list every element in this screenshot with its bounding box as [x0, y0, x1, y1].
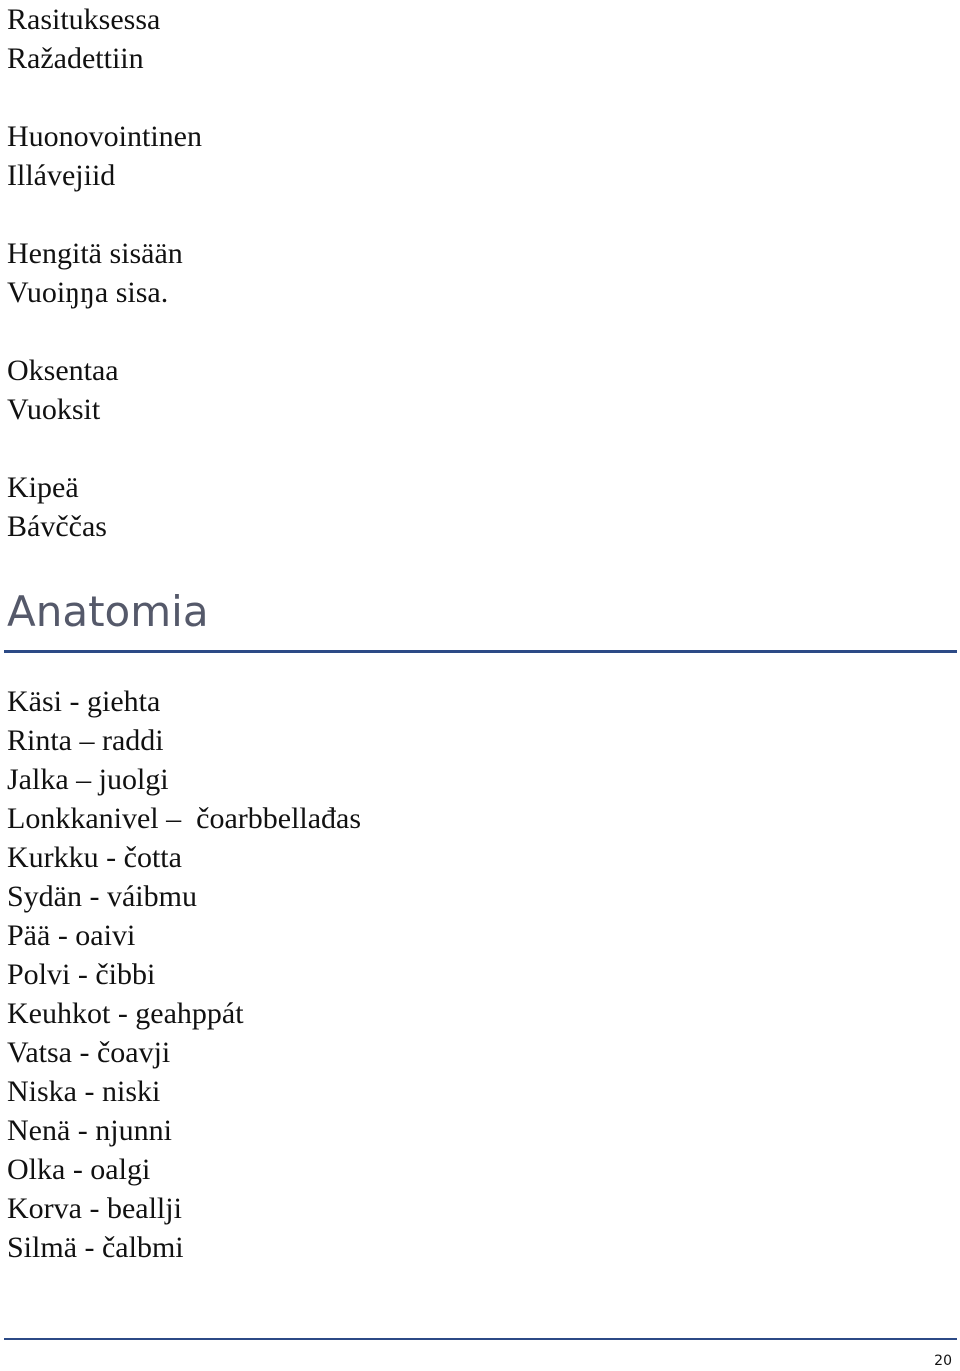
phrase-pair	[7, 234, 907, 312]
anatomy-item: Silmä - čalbmi	[7, 1231, 184, 1264]
phrase-finnish: Rasituksessa	[7, 3, 161, 36]
anatomy-item: Nenä - njunni	[7, 1114, 172, 1147]
phrase-finnish: Kipeä	[7, 471, 79, 504]
anatomy-item: Jalka – juolgi	[7, 763, 169, 796]
phrase-sami: Vuoiŋŋa sisa.	[7, 276, 169, 309]
phrase-sami: Illávejiid	[7, 159, 116, 192]
phrase-finnish: Huonovointinen	[7, 120, 202, 153]
section-heading: Anatomia	[7, 587, 209, 636]
anatomy-item: Sydän - váibmu	[7, 880, 197, 913]
anatomy-item: Vatsa - čoavji	[7, 1036, 171, 1069]
phrase-sami: Ražadettiin	[7, 42, 144, 75]
phrase-sami: Bávččas	[7, 510, 107, 543]
phrase-pair	[7, 117, 907, 195]
phrase-pair	[7, 0, 907, 78]
phrase-finnish: Oksentaa	[7, 354, 119, 387]
anatomy-item: Polvi - čibbi	[7, 958, 156, 991]
anatomy-item: Pää - oaivi	[7, 919, 136, 952]
anatomy-item: Lonkkanivel – čoarbbellađas	[7, 802, 362, 835]
heading-divider	[4, 650, 957, 653]
page-number: 20	[934, 1353, 952, 1369]
anatomy-item: Kurkku - čotta	[7, 841, 182, 874]
phrase-pair	[7, 468, 907, 546]
anatomy-item: Niska - niski	[7, 1075, 161, 1108]
phrase-pair	[7, 351, 907, 429]
phrase-list	[7, 0, 907, 585]
phrase-finnish: Hengitä sisään	[7, 237, 183, 270]
anatomy-item: Keuhkot - geahppát	[7, 997, 244, 1030]
phrase-sami: Vuoksit	[7, 393, 101, 426]
anatomy-item: Käsi - giehta	[7, 685, 161, 718]
anatomy-item: Korva - beallji	[7, 1192, 182, 1225]
anatomy-list	[7, 682, 907, 1267]
footer-divider	[4, 1338, 957, 1340]
anatomy-item: Olka - oalgi	[7, 1153, 151, 1186]
anatomy-item: Rinta – raddi	[7, 724, 164, 757]
